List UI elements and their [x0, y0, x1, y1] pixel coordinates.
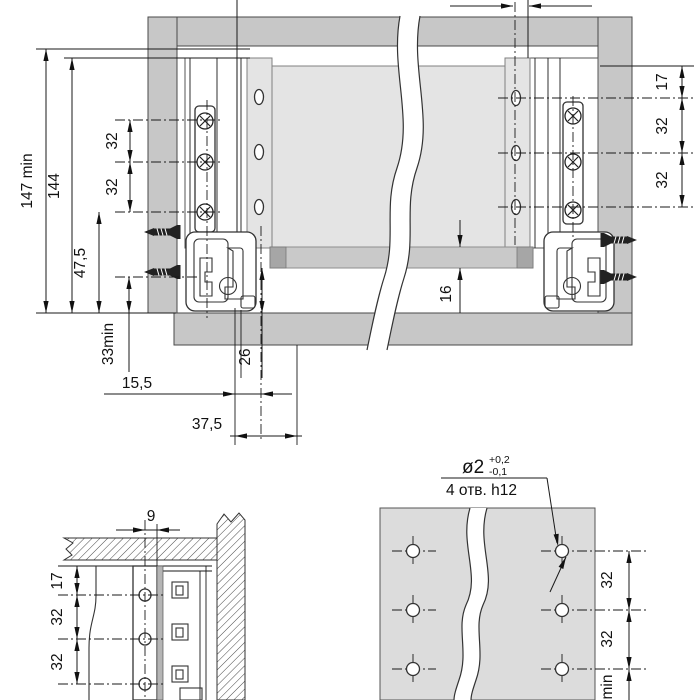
dim-37-5: 37,5	[191, 416, 223, 433]
dim-26: 26	[237, 348, 254, 366]
dim-17-detail: 17	[49, 572, 66, 590]
dim-min-template: min	[599, 674, 616, 700]
dim-32-detail-b: 32	[49, 653, 66, 671]
callout-diameter: ø2	[462, 457, 485, 478]
drawer-front-rail-zone	[185, 58, 247, 248]
dim-47-5: 47,5	[72, 247, 89, 279]
hatched-top-panel	[64, 538, 217, 560]
dim-17-right: 17	[654, 73, 671, 91]
dim-32-template-b: 32	[599, 630, 616, 648]
dim-16: 16	[438, 285, 455, 303]
dim-144: 144	[46, 173, 63, 199]
dim-147min: 147 min	[19, 153, 36, 209]
rail-hooks	[172, 582, 202, 700]
corner-detail-view	[49, 508, 245, 700]
hatched-side-panel	[217, 513, 245, 700]
bracket-body	[186, 232, 256, 311]
front-bracket	[186, 232, 256, 311]
drill-hole	[407, 604, 420, 617]
drill-hole	[556, 604, 569, 617]
front-fixing-plate	[195, 106, 215, 232]
drill-hole	[407, 663, 420, 676]
dim-32-template-a: 32	[599, 571, 616, 589]
phillips-screw-icon	[197, 113, 213, 129]
drill-hole	[407, 545, 420, 558]
dim-32-left-a: 32	[104, 132, 121, 150]
drawer-side-panel	[272, 66, 505, 248]
slot-hole	[255, 90, 264, 105]
cabinet-top-panel	[148, 17, 632, 46]
callout-tol-plus: +0,2	[489, 454, 510, 466]
bottom-panel-end-cap	[517, 247, 533, 268]
main-view	[19, 0, 694, 445]
dim-32-detail-a: 32	[49, 608, 66, 626]
drawer-side-outline	[89, 566, 96, 700]
dim-9: 9	[146, 508, 156, 525]
drill-hole	[556, 663, 569, 676]
front-edge-band	[157, 566, 163, 700]
bottom-panel-end-cap	[270, 247, 286, 268]
dim-32-right-a: 32	[654, 117, 671, 135]
drill-hole	[556, 545, 569, 558]
dim-32-left-b: 32	[104, 178, 121, 196]
template-dimensions	[599, 551, 632, 700]
callout-tol-minus: -0,1	[489, 466, 508, 478]
rail-back-lines	[200, 566, 206, 700]
slot-hole	[255, 145, 264, 160]
dim-33min: 33min	[100, 322, 117, 366]
dim-32-right-b: 32	[654, 171, 671, 189]
dim-15-5: 15,5	[121, 375, 153, 392]
drilling-template-view	[380, 454, 648, 700]
callout-note: 4 отв. h12	[446, 482, 518, 499]
cabinet-bottom-panel	[174, 313, 632, 345]
slot-hole	[255, 200, 264, 215]
